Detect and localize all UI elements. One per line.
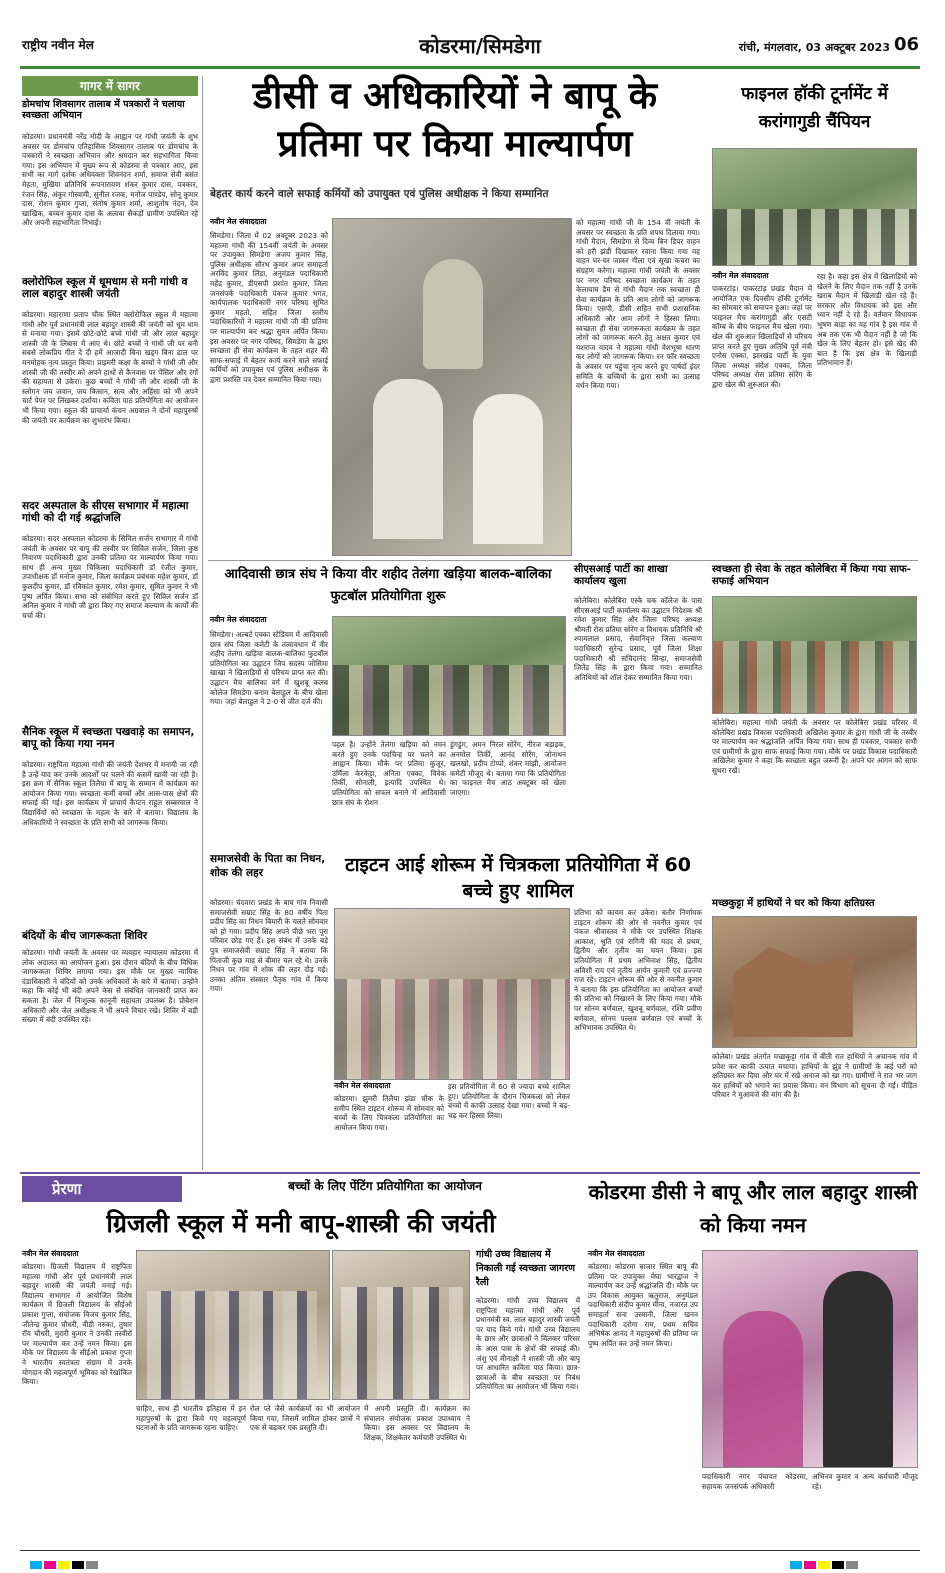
section-title: कोडरमा/सिमडेगा [419, 34, 541, 58]
prerna-caption-2: रोल प्ले जैसे कार्यक्रमों का भी आयोजन किया गया, जिसमें शामिल होकर छात्रों ने एक से बढ़कर एक प्रस्तुति दी। [250, 1404, 360, 1433]
prerna-caption-3: में अपनी प्रस्तुति दी। कार्यक्रम का संचालन संयोजक प्रकाश उपाध्याय ने किया। इस अवसर पर विद्यालय के शिक्षक, शिक्षकेतर कर्मचारी उपस्थित थे। [364, 1404, 470, 1442]
tribal-col1: सिमडेगा। अल्बर्ट एक्का स्टेडियम में आदिवासी छात्र संघ जिला कमेटी के तत्वावधान में वीर शहीद तेलंगा खड़िया बालक-बालिका फुटबॉल प्रतियोगिता का उद्घाटन जिप सदस्य जोसिमा खाखा ने खिलाड़ियों से परिचय प्राप्त कर की। उद्घाटन मैच बालिका वर्ग में खुशबू कलब कोलेज सिमडेगा बनाम बेलाडुल के बीच खेला गया। जहां बेलाडुल ने 2-0 से जीत दर्ज की। [210, 630, 328, 707]
left-item-4-title: सैनिक स्कूल में स्वच्छता पखवाड़े का समापन, बापू को किया गया नमन [22, 726, 195, 751]
page-number: 06 [894, 34, 920, 55]
left-item-1-body: कोडरमा। प्रधानमंत्री नरेंद्र मोदी के आह्वान पर गांधी जयंती के शुभ अवसर पर डोमचांच एतिहासिक शिवसागर तालाब पर डोमचांच के पत्रकारों ने स्वच्छता अभियान और श्रमदान कर सहभागिता किया गया। इस अभियान में मुख्य रूप से कोडरमा से पत्रकार आए, इस सभी का मार्ग दर्शक अधिवक्ता शिवनंदन शर्मा, समाज सेवी बसंत मेहता, मुखिया प्रतिनिधि रूपनारायण शंकर कुमार दास, पत्रकार, रंजन सिंह, अंकुर गोस्वामी, सुनील रजक, मनोज पाण्डेय, सोनू कुमार दास, रोशन कुमार गुप्ता, संतोष कुमार शर्मा, आशुतोष नंदन, देव खाखिक, बच्चन कुमार दास के अलावा सैकड़ों ग्रामीण उपस्थित रहे और अपनी सहभागिता निभाई। [22, 132, 198, 228]
cleanliness-photo [712, 596, 917, 714]
students-row-2 [341, 1287, 463, 1400]
dc-homage-headline: कोडरमा डीसी ने बापू और लाल बहादुर शास्त्री को किया नमन [588, 1180, 918, 1237]
hockey-col2: रहा है। कहा इस क्षेत्र में खिलाड़ियों को खेलने के लिए मैदान तक नहीं है उनके खराब मैदान में खिलाड़ी खेल रहे हैं। सरकार और विधायक को इस और ध्यान नहीं दे रहे हैं। वर्तमान विधायक भूषण बाड़ा का यह गांव है इस गांव में अब तक एक भी मैदान नहीं है जो कि खेल के लिए बेहतर हो। इसे खेद की बात है कि इस क्षेत्र के खिलाड़ी प्रतिभावान हैं। [817, 272, 917, 368]
elephants-headline: मच्छकुट्टा में हाथियों ने घर को किया क्षतिग्रस्त [712, 898, 875, 909]
registration-marks [30, 1554, 150, 1564]
team-row [713, 209, 917, 266]
left-item-2-title: क्लोरोफिल स्कूल में धूमधाम से मनी गांधी व लाल बहादुर शास्त्री जयंती [22, 276, 188, 301]
lower-rule [20, 1172, 920, 1174]
left-item-4-body: कोडरमा। राष्ट्रपिता महात्मा गांधी की जयंती देशभर में मनायी जा रही है उन्हें याद कर उनके आदर्शों पर चलने की कसमें खायी जा रही है। इस क्रम में सैनिक स्कूल तिलैया में बापू के सम्मान में कार्यक्रम का आयोजन किया गया। स्वच्छता कर्मी बच्चों और आस-पास क्षेत्रों की सफाई की गई। इस कार्यक्रम में प्राचार्य कैप्टन राहुल सब्बरवाल ने विद्यार्थियों को स्वच्छता के महत्व के बारे में बताया। विद्यालय के अधिकारियों ने स्वच्छता के प्रति सभी को जागरूक किया। [22, 760, 198, 827]
prerna-headline: ग्रिजली स्कूल में मनी बापू-शास्त्री की जयंती [106, 1209, 496, 1238]
left-item-3-title: सदर अस्पताल के सीएस सभागार में महात्मा गांधी को दी गई श्रद्धांजलि [22, 500, 189, 525]
elephant-damage-photo [712, 916, 917, 1048]
hockey-headline: फाइनल हॉकी टूर्नामेंट में करांगागुडी चैंपियन [741, 84, 888, 132]
masthead [20, 30, 920, 66]
prerna-band: प्रेरणा [22, 1176, 182, 1202]
dc-homage-caption-2: अभिनव कुमार व अन्य कर्मचारी मौजूद रहे। [812, 1472, 918, 1491]
children-rows [335, 979, 570, 1080]
masthead-rule [20, 66, 920, 69]
prerna-byline: नवीन मेल संवाददाता [22, 1249, 79, 1258]
prerna-body: कोडरमा। ग्रिजली विद्यालय में राष्ट्रपिता महात्मा गांधी और पूर्व प्रधानमंत्री लाल बहादुर शास्त्री की जयंती मनाई गई। विद्यालय सभागार में आयोजित विशेष कार्यक्रम में ग्रिजली विद्यालय के सीईओ प्रकाश गुप्ता, संयोजक विजय कुमार सिंह, जीतेन्द्र कुमार चौधरी, वीडी नरुका, तुषार रॉय चौधरी, मुरारी कुमार ने उनकी तस्वीरों पर माल्यार्पण कर उन्हें नमन किया। इस मौके पर विद्यालय के सीईओ प्रकाश गुप्ता ने भारतीय स्वतंत्रता संग्राम में उनके योगदान की महत्वपूर्ण भूमिका को रेखांकित किया। [22, 1262, 132, 1387]
paper-logo: राष्ट्रीय नवीन मेल [22, 38, 94, 52]
prerna-caption-1: चाहिए, साथ ही भारतीय इतिहास में इन महापुरुषों के द्वारा किये गए महत्वपूर्ण घटनाओं के प्रति जागरूक रहना चाहिए। [136, 1404, 246, 1433]
left-item-5-body: कोडरमा। गांधी जयंती के अवसर पर व्यवहार न्यायालय कोडरमा में लोक अदालत का आयोजन हुआ। इस दौरान बंदियों के बीच विधिक जागरूकता शिविर लगाया गया। इस मौके पर मुख्य न्यायिक दंडाधिकारी ने बंदियों को उनके अधिकारों के बारे में बताया। उन्होंने कहा कि कोई भी बंदी अपने केस से संबंधित जानकारी प्राप्त कर सकता है। जेल में निःशुल्क कानूनी सहायता उपलब्ध है। प्रोबेशन अधिकारी और जेल अधीक्षक ने भी अपने विचार रखे। शिविर में बड़ी संख्या में बंदी उपस्थित रहे। [22, 948, 198, 1025]
tribal-byline: नवीन मेल संवाददाता [210, 615, 267, 624]
footer-rule [20, 1550, 920, 1551]
dc-figure [723, 1311, 803, 1468]
titan-headline: टाइटन आई शोरूम में चित्रकला प्रतियोगिता में 60 बच्चे हुए शामिल [345, 854, 691, 902]
cpi-headline: सीएसआई पार्टी का शाखा कार्यालय खुला [574, 564, 668, 587]
dc-homage-caption: पदाधिकारी नगर पंचायत कोडरमा, सहायक जनसंपर्क अधिकारी [702, 1472, 808, 1491]
cleanliness-headline: स्वच्छता ही सेवा के तहत कोलेबिरा में किया गया साफ-सफाई अभियान [712, 564, 911, 587]
hockey-byline: नवीन मेल संवाददाता [712, 271, 769, 280]
dc-homage-photo [702, 1250, 918, 1468]
lead-col1: सिमडेगा। जिला में 02 अक्टूबर 2023 को महात्मा गांधी की 154वीं जयंती के अवसर पर उपायुक्त सिमडेगा अजय कुमार सिंह, पुलिस अधीक्षक सौरभ कुमार अपर समाहर्ता अरविंद कुमार लिंडा, अनुमंडल पदाधिकारी महेंद्र कुमार, डीएसपी प्रशांत कुमार, जिला जनसंपर्क पदाधिकारी पंकज कुमार भगत, कार्यपालक पदाधिकारी नगर परिषद सुमित कुमार महतो, सहित जिला स्तरीय पदाधिकारियों ने महात्मा गांधी जी की प्रतिमा पर माल्यार्पण कर श्रद्धा सुमन अर्पित किया। इस अवसर पर नगर परिषद, सिमडेगा के द्वारा स्वच्छता ही सेवा कार्यक्रम के तहत शहर की साफ-सफाई में बेहतर कार्य करने वाले सफाई कर्मियों को उपायुक्त एवं पुलिस अधीक्षक के द्वारा प्रशस्ति पत्र देकर सम्मानित किया गया। [210, 231, 328, 384]
officer-figure-2 [473, 394, 543, 544]
lead-col2: को महात्मा गांधी जी के 154 वीं जयंती के अवसर पर स्वच्छता के प्रति शपथ दिलाया गया। गांधी मैदान, सिमडेगा से दिव्य बिन डिपर वाहन को हरी झंडी दिखाकर रवाना किया गया यह वाहन घर-घर जाकर गीला एवं सूखा कचरा का संग्रहण करेगा। महात्मा गांधी जयंती के अवसर पर नगर परिषद स्वच्छता कार्यक्रम के तहत केलाघाघ डैम से गांधी मैदान तक स्वच्छता ही सेवा कार्यक्रम के प्रति आम लोगों को जागरूक किया। एसपी, डीसी सहित सभी प्रशासनिक अधिकारी और आम लोगों ने हिस्सा लिया। स्वच्छता ही सेवा जागरूकता कार्यक्रम के तहत लोगों को जागरूक करने हेतु अक्षत कुमार एवं यशराज यादव ने महात्मा गांधी वेशभूषा धारण कर लोगों को जागरूक किया। रन फॉर स्वच्छता के अवसर पर पहुंचा नृत्य करने हुए पार्षदों इंदर समिति के बच्चियों के द्वारा सभी का उत्साह वर्धन किया गया। [576, 218, 700, 391]
obit-headline: समाजसेवी के पिता का निधन, शोक की लहर [210, 853, 326, 879]
titan-col1: कोडरमा। झुमरी तिलैया झंडा चौक के समीप स्थित टाइटन शोरूम में सोमवार को बच्चों के लिए चित्रकला प्रतियोगिता का आयोजन किया गया। [334, 1094, 444, 1132]
statue-silhouette [823, 1271, 893, 1468]
elephants-body: कोलेबा। प्रखंड अंतर्गत मच्छकुट्टा गांव में बीती रात हाथियों ने अचानक गांव में प्रवेश कर काफी उत्पात मचाया। हाथियों के झुंड ने ग्रामीणों के कई घरों को क्षतिग्रस्त कर दिया और घर में रखे अनाज को खा गए। ग्रामीणों ने रात भर जाग कर हाथियों को भगाने का प्रयास किया। वन विभाग को सूचना दी गई। पीड़ित परिवार ने मुआवजे की मांग की है। [712, 1052, 917, 1100]
titan-col2: इस प्रतियोगिता में 60 से ज्यादा बच्चे शामिल हुए। प्रतियोगिता के दौरान चित्रकला को लेकर बच्चों में काफी उत्साह देखा गया। बच्चों ने बढ़-चढ़ कर हिस्सा लिया। [448, 1082, 570, 1120]
officer-figure [373, 379, 443, 539]
prerna-photo-1 [136, 1250, 330, 1400]
mid-rule [208, 560, 918, 561]
tribal-col3: डुंगडुंग, अमन निरल सोरेंग, नीरज बड़ाइक, अनमोल तिर्की, आनंद सोरेंग, जोनाथन खलखो, प्रदीप टोप्पो, शंकर मांझी, आयोजन कमेटी मौजूद थे। बताया गया कि प्रतियोगिता का फाइनल मैच आठ अक्टूबर को खेला जाएगा। [450, 740, 566, 797]
lead-byline: नवीन मेल संवाददाता [210, 217, 267, 226]
cpi-body: कोलेबिरा। कोलेबिरा एस्के चक कॉलेज के पास सीएसआई पार्टी कार्यालय का उद्घाटन निदेशक श्री रमेश कुमार सिंह और जिला परिषद अध्यक्ष श्रीमती रोस प्रतिमा सोरेंग व विधायक प्रतिनिधि श्री श्यामलाल प्रसाद, सेवानिवृत्त जिला कल्याण पदाधिकारी सुरेन्द्र प्रसाद, पूर्व जिला शिक्षा पदाधिकारी श्री सचिदानंद सिन्हा, समाजसेवी जितेंद्र सिंह के द्वारा किया गया। सम्मानित अतिथियों को शॉल देकर सम्मानित किया गया। [574, 596, 702, 682]
players-row [333, 665, 566, 736]
hockey-photo [712, 148, 917, 266]
left-column-divider [202, 76, 203, 1170]
prerna-kicker: बच्चों के लिए पेंटिंग प्रतियोगिता का आयोजन [288, 1179, 482, 1193]
dc-homage-byline: नवीन मेल संवाददाता [588, 1249, 645, 1258]
titan-photo [334, 908, 570, 1080]
registration-marks-right [790, 1554, 910, 1564]
dateline: रांची, मंगलवार, 03 अक्टूबर 2023 [738, 41, 890, 54]
broken-wall [733, 947, 853, 1037]
hockey-col1: पाकरटांड़। पाकरटांड़ प्रखंड मैदान में आयोजित एक दिवसीय हॉकी टूर्नामेंट का सोमवार को समापन हुआ। जहां पर फाइनल मैच करांगागुडी और एसटी कॉम्ब के बीच फाइनल मैच खेला गया। खेल की शुरुआत खिलाड़ियों से परिचय प्राप्त करते हुए मुख्य अतिथि पूर्व मंत्री एनोस एक्का, झारखंड पार्टी के युवा जिला अध्यक्ष संदेश एक्का, जिला परिषद अध्यक्ष रोस प्रतिमा सोरेंग के द्वारा खेल की शुरुआत की। [712, 284, 812, 389]
lead-headline: डीसी व अधिकारियों ने बापू के प्रतिमा पर किया माल्यार्पण [253, 74, 657, 165]
lead-subhead: बेहतर कार्य करने वाले सफाई कर्मियों को उपायुक्त एवं पुलिस अधीक्षक ने किया सम्मानित [210, 188, 549, 200]
dc-homage-body: कोडरमा। कोडरमा बाजार स्थित बापू की प्रतिमा पर उपायुक्त मेघा भारद्वाज ने माल्यार्पण कर उन्हें श्रद्धांजलि दी। मौके पर उप विकास आयुक्त ऋतुराज, अनुमंडल पदाधिकारी संदीप कुमार मीना, नजारत उप समाहर्ता सना उस्मानी, जिला खनन पदाधिकारी दरोगा राम, प्रथम सचिव अभिषेक आनंद ने महापुरुषों की प्रतिमा पर पुष्प अर्पित कर उन्हें नमन किया। [588, 1262, 698, 1348]
left-item-3-body: कोडरमा। सदर अस्पताल कोडरमा के सिविल सर्जन सभागार में गांधी जयंती के अवसर पर बापू की तस्वीर पर सिविल सर्जन, जिला कुष्ठ निवारण पदाधिकारी द्वारा उनकी प्रतिमा पर माल्यार्पण किया गया। साथ ही अन्य मुख्य चिकित्सा पदाधिकारी डॉ रंजीत कुमार, उपाधीक्षक डॉ मनोज कुमार, जिला कार्यक्रम प्रबंधक महेश कुमार, डॉ कुलदीप कुमार, डॉ रविकांत कुमार, रमेश कुमार, सुमित कुमार ने भी पुष्प अर्पित किया। सभा को संबोधित करते हुए सिविल सर्जन डॉ अनिल कुमार ने गांधी जी द्वारा किए गए समाज कल्याण के कार्यों की चर्चा की। [22, 534, 198, 620]
left-item-5-title: बंदियों के बीच जागरूकता शिविर [22, 930, 148, 942]
obit-body: कोडरमा। चंदवारा प्रखंड के बाघ गांव निवासी समाजसेवी सम्राट सिंह के 80 वर्षीय पिता प्रदीप सिंह का निधन बिमारी के चलते सोमवार को हो गया। प्रदीप सिंह अपने पीछे भरा पूरा परिवार छोड़ गए हैं। इस संबंध में उनके बड़े पुत्र समाजसेवी सम्राट सिंह ने बताया कि पिताजी कुछ माह से बीमार चल रहे थे। उनके निधन पर गांव में शोक की लहर दौड़ गई। उनका अंतिम संस्कार पैतृक गांव में किया गया। [210, 898, 328, 994]
gandhi-school-body: कोडरमा। गांधी उच्च विद्यालय में राष्ट्रपिता महात्मा गांधी और पूर्व प्रधानमंत्री स्व. लाल बहादुर शास्त्री जयंती पर याद किये गये। गांधी उच्च विद्यालय के छात्र और छात्राओं ने मिलकर परिसर के आस पास के क्षेत्रों की सफाई की। अंशु एवं मीनाक्षी ने शास्त्री जी और बापू पर आधारित कविता पाठ किया। छात्र-छात्राओं के बीच स्वच्छता पर निबंध प्रतियोगिता का आयोजन भी किया गया। [476, 1296, 580, 1392]
cleanliness-body: कोलेबिरा। महात्मा गांधी जयंती के अवसर पर कोलेबिरा प्रखंड परिसर में कोलेबिरा प्रखंड विकास पदाधिकारी अखिलेश कुमार के द्वारा गांधी जी के तस्वीर पर माल्यार्पण कर श्रद्धांजलि अर्पित किया गया। साथ ही पत्रकार, पत्रकार सभी एवं ग्रामीणों के द्वारा साफ सफाई किया गया। मौके पर प्रखंड विकास पदाधिकारी अखिलेश कुमार ने कहा कि स्वच्छता बहुत जरूरी है। अपने घर आंगन को साफ सुथरा रखें। [712, 718, 917, 775]
statue-shape [423, 259, 483, 369]
left-band: गागर में सागर [22, 76, 198, 96]
gandhi-school-headline: गांधी उच्च विद्यालय में निकाली गई स्वच्छता जागरण रैली [476, 1249, 575, 1288]
football-photo [332, 616, 566, 736]
tribal-headline: आदिवासी छात्र संघ ने किया वीर शहीद तेलंगा खड़िया बालक-बालिका फुटबॉल प्रतियोगिता शुरू [224, 567, 552, 604]
titan-col3: प्रतिभा को कायम कर उकेरा। बतौर निर्णायक टाइटन शोरूम की ओर से नवनीत कुमार एवं पंकज श्रीवास्तव ने मौके पर उपस्थित शिक्षक आकाश, श्रुति एवं रागिनी की मदद से प्रथम, द्वितीय और तृतीय का चयन किया। इस प्रतियोगिता में प्रथम अभिनाश सिंह, द्वितीय अविशी राय एवं तृतीय आर्यन कुमारी एवं प्रज्ज्या राज रहे। टाइटन शोरूम की ओर से नवनीत कुमार ने बताया कि इस प्रतियोगिता का आयोजन बच्चों की प्रतिभा को निखारने के लिए किया गया। मौके पर सोनम बर्णवाल, खुशबू बर्णवाल, रश्मि प्रवीण बर्णवाल, सोनम पल्लव बर्णवाल एवं बच्चों के अभिभावक उपस्थित थे। [574, 908, 702, 1033]
titan-byline: नवीन मेल संवाददाता [334, 1081, 391, 1090]
left-item-2-body: कोडरमा। महाराणा प्रताप चौक स्थित क्लोरोफिल स्कूल में महात्मा गांधी और पूर्व प्रधानमंत्री लाल बहादुर शास्त्री की जयंती को धूम धाम से मनाया गया। इसमें छोटे-छोटे बच्चे गांधी जी और लाल बहादुर शास्त्री जी के लिबास में आए थे। छोटे बच्चों ने गांधी जी पर बनी सबसे लोकप्रिय गीत दे दी हमें आजादी बिना खड्ग बिना ढाल पर मनमोहक नृत्य प्रस्तुत किया। प्राइमरी कक्षा के बच्चों ने गांधी जी और शास्त्री जी की तस्वीर को अपने हाथों से कैनवास पर पेंसिल और रंगों की सहायता से उकेरा। कुछ बच्चों ने गांधी जी और शास्त्री जी के स्लोगन जय जवान, जय किसान, सत्य और अहिंसा को भी अपने चार्ट पेपर पर लिखकर दर्शाया। कविता पाठ प्रतियोगिता का आयोजन भी किया गया। स्कूल की प्राचार्या कंचन अग्रवाल ने दोनों महापुरुषों की जयंती पर कार्यक्रम का शुभारंभ किया। [22, 310, 198, 425]
lead-photo-dc-garland [332, 218, 572, 556]
students-row-1 [147, 1291, 317, 1400]
tribal-col2: पहल है। उन्होंने तेलंगा खड़िया को नमन करते हुए उनके पदचिन्ह पर चलने का आह्वान किया। मौके पर प्रतिमा कुजूर, उर्मिला केरकेट्टा, अनिता एक्का, विवेक तिर्की, सोनाली, इत्यादि उपस्थित थे। प्रतियोगिता को सफल बनाने में आदिवासी छात्र संघ के रोशन [332, 740, 446, 807]
left-item-1-title: डोमचांच शिवसागर तालाब में पत्रकारों ने चलाया स्वच्छता अभियान [22, 99, 185, 121]
prerna-photo-2 [332, 1250, 470, 1400]
people-row [713, 641, 917, 714]
